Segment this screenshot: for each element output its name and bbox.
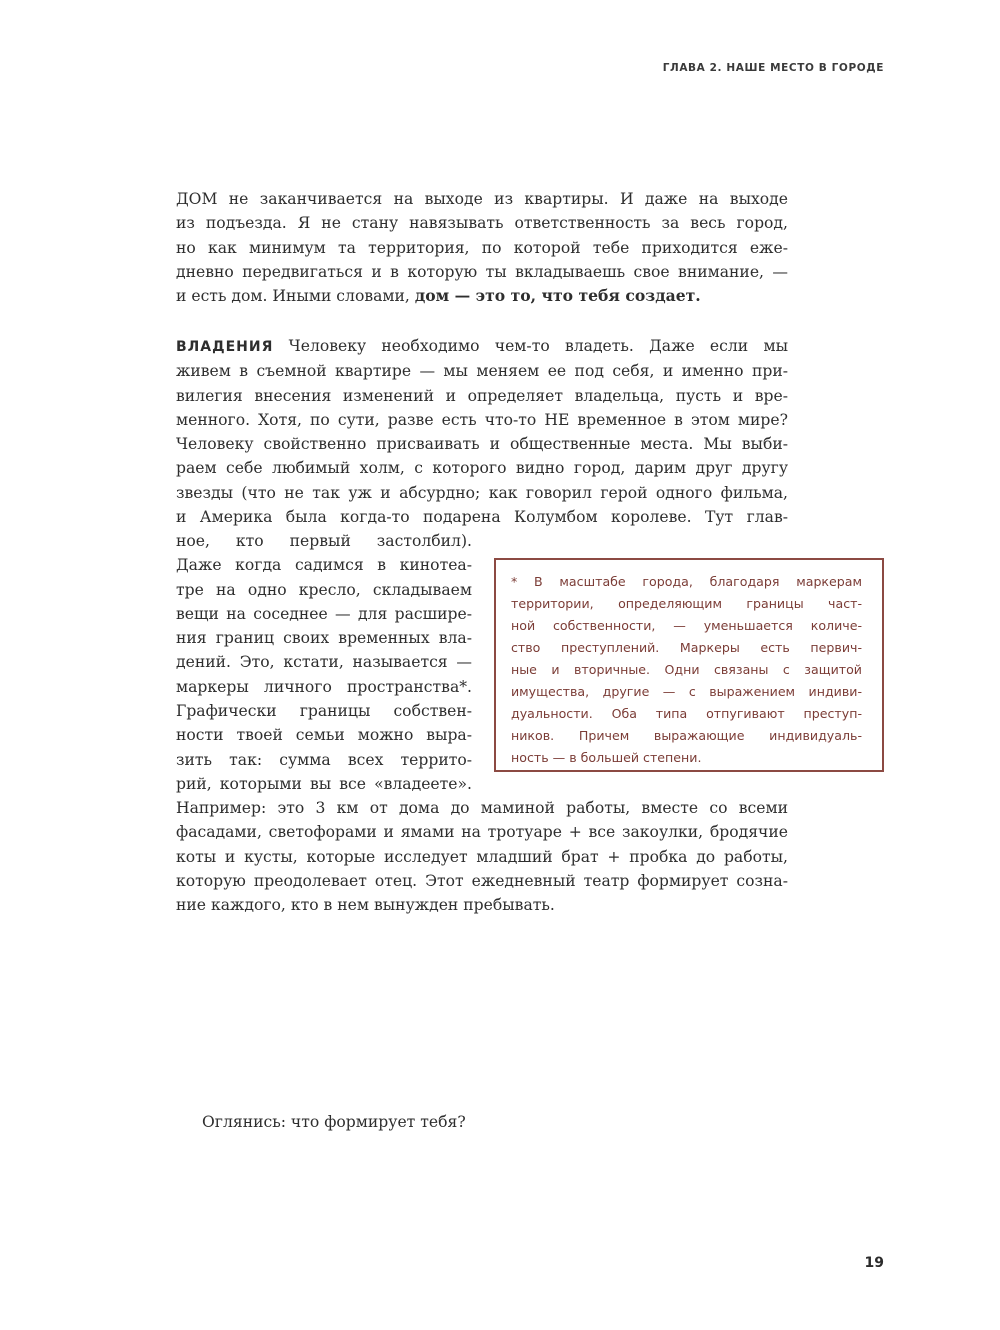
footnote-line: ство преступлений. Маркеры есть первич- <box>511 640 862 655</box>
text-line: дневно передвигаться и в которую ты вкладываешь свое внимание, — <box>176 262 788 281</box>
paragraph-home <box>176 187 788 308</box>
footnote-box <box>494 558 884 772</box>
text-plain: Человеку необходимо чем-то владеть. Даже если мы <box>288 337 788 355</box>
text-line: и Америка была когда-то подарена Колумбом королеве. Тут глав- <box>176 508 788 527</box>
text-line: живем в съемной квартире — мы меняем ее под себя, и именно при- <box>176 362 788 381</box>
footnote-line: имущества, другие — с выражением индиви- <box>511 684 862 699</box>
text-line: фасадами, светофорами и ямами на тротуаре + все закоулки, бродячие <box>176 823 788 842</box>
text-line: Графически границы собствен- <box>176 702 472 721</box>
text-line: Даже когда садимся в кинотеа- <box>176 556 472 575</box>
text-line: но как минимум та территория, по которой тебе приходится еже- <box>176 238 788 257</box>
paragraph-ownership-narrow <box>176 529 472 796</box>
runin-heading: ВЛАДЕНИЯ <box>176 339 274 355</box>
text-line: вилегия внесения изменений и определяет владельца, пусть и вре- <box>176 386 788 405</box>
footnote-line: территории, определяющим границы част- <box>511 596 862 611</box>
text-line: коты и кусты, которые исследует младший брат + пробка до работы, <box>176 847 788 866</box>
footnote-line: ность — в большей степени. <box>511 750 702 765</box>
paragraph-ownership-continued <box>176 796 788 917</box>
text-line: Например: это 3 км от дома до маминой работы, вместе со всеми <box>176 799 788 817</box>
text-line: звезды (что не так уж и абсурдно; как говорил герой одного фильма, <box>176 483 788 502</box>
text-line: менного. Хотя, по сути, разве есть что-то НЕ временное в этом мире? <box>176 410 788 429</box>
text-line: тре на одно кресло, складываем <box>176 580 472 599</box>
text-line: вещи на соседнее — для расшире- <box>176 604 472 623</box>
text-line: зить так: сумма всех террито- <box>176 750 472 769</box>
text-line: рий, которыми вы все «владеете». <box>176 774 472 793</box>
text-line: маркеры личного пространства*. <box>176 677 472 696</box>
footnote-line: ной собственности, — уменьшается количе- <box>511 618 862 633</box>
text-line: ное, кто первый застолбил). <box>176 532 472 550</box>
running-head: ГЛАВА 2. НАШЕ МЕСТО В ГОРОДЕ <box>662 62 884 74</box>
text-line: ности твоей семьи можно выра- <box>176 726 472 745</box>
text-line: ДОМ не заканчивается на выходе из квартиры. И даже на выходе <box>176 190 788 208</box>
text-line <box>176 334 788 359</box>
footnote-line: ные и вторичные. Одни связаны с защитой <box>511 662 862 677</box>
text-line: ния границ своих временных вла- <box>176 629 472 648</box>
paragraph-ownership <box>176 334 788 529</box>
text-line: дений. Это, кстати, называется — <box>176 653 472 672</box>
page-number: 19 <box>864 1255 884 1271</box>
footnote-line: ников. Причем выражающие индивидуаль- <box>511 728 862 743</box>
text-emphasis: дом — это то, что тебя создает. <box>414 286 701 306</box>
footnote-line: дуальности. Оба типа отпугивают преступ- <box>511 706 862 721</box>
text-plain: и есть дом. Иными словами, <box>176 287 415 306</box>
footnote-line: * В масштабе города, благодаря маркерам <box>511 574 862 589</box>
text-line <box>176 284 788 308</box>
text-line: раем себе любимый холм, с которого видно город, дарим друг другу <box>176 459 788 478</box>
text-line: ние каждого, кто в нем вынужден пребывать. <box>176 896 555 915</box>
text-line: из подъезда. Я не стану навязывать ответственность за весь город, <box>176 214 788 233</box>
closing-question: Оглянись: что формирует тебя? <box>202 1113 466 1131</box>
text-line: Человеку свойственно присваивать и общественные места. Мы выби- <box>176 435 788 454</box>
text-line: которую преодолевает отец. Этот ежедневный театр формирует созна- <box>176 871 788 890</box>
